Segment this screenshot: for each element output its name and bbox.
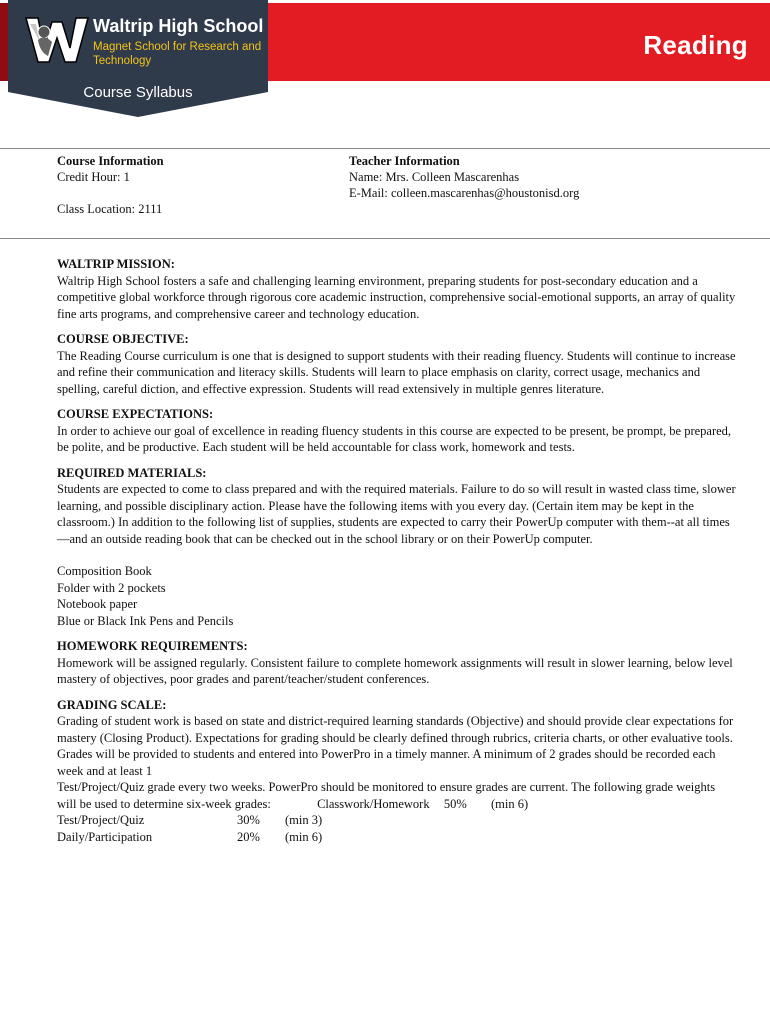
weight-pct: 50% — [443, 796, 467, 811]
homework-heading: HOMEWORK REQUIREMENTS: — [57, 639, 248, 653]
mission-section — [57, 256, 737, 322]
expectations-heading: COURSE EXPECTATIONS: — [57, 407, 214, 421]
objective-text: The Reading Course curriculum is one that is designed to support students with their reading fluency. Students will continue to increase and refine their communication and literacy skills. Students will learn to place emphasis on clarity, correct usage, mechanics and spelling, careful diction, and effective expression. Students will read extensively in multiple genres literature. — [57, 348, 736, 396]
mission-text: Waltrip High School fosters a safe and challenging learning environment, preparing students for post-secondary education and a competitive global workforce through rigorous core academic instruction, comprehensive social-emotional supports, an array of quality fine arts programs, and comprehensive career and technology education. — [57, 273, 736, 321]
materials-section — [57, 465, 737, 630]
course-syllabus-label: Course Syllabus — [83, 84, 193, 101]
materials-text: Students are expected to come to class prepared and with the required materials. Failure to do so will result in wasted class time, slower learning, and possible disciplinary action. Please have the following items with you every day. (Certain item may be kept in the classroom.) In addition to the following list of supplies, students are expected to carry their PowerUp computer with them--at all times—and an outside reading book that can be checked out in the school library or on their PowerUp computer. — [57, 482, 736, 546]
weight-name: Test/Project/Quiz — [57, 813, 145, 827]
grade-weight-row — [57, 829, 737, 846]
teacher-name: Name: Mrs. Colleen Mascarenhas — [349, 170, 520, 184]
homework-text: Homework will be assigned regularly. Consistent failure to complete homework assignments will result in slower learning, below level mastery of objectives, poor grades and parent/teacher/student conferences. — [57, 655, 733, 686]
course-info-heading: Course Information — [57, 154, 164, 168]
list-item: Folder with 2 pockets — [57, 580, 166, 595]
school-shield — [8, 0, 268, 117]
school-name: Waltrip High School — [93, 16, 264, 36]
mission-heading: WALTRIP MISSION: — [57, 257, 175, 271]
teacher-email[interactable]: E-Mail: colleen.mascarenhas@houstonisd.org — [349, 186, 580, 200]
credit-hour: Credit Hour: 1 — [57, 170, 130, 184]
page-title: Reading — [643, 30, 748, 60]
expectations-section — [57, 406, 737, 456]
objective-heading: COURSE OBJECTIVE: — [57, 332, 189, 346]
materials-heading: REQUIRED MATERIALS: — [57, 465, 207, 480]
weight-pct: 20% — [237, 829, 260, 844]
materials-list — [57, 563, 737, 629]
divider-bottom — [0, 238, 770, 239]
weight-name: Classwork/Homework — [317, 796, 430, 811]
course-info — [57, 153, 164, 217]
grade-weight-row — [57, 812, 737, 829]
list-item: Blue or Black Ink Pens and Pencils — [57, 613, 234, 628]
class-location: Class Location: 2111 — [57, 202, 163, 216]
weight-min: (min 6) — [491, 796, 529, 811]
grading-text-2 — [57, 779, 737, 812]
teacher-info-heading: Teacher Information — [349, 154, 460, 168]
teacher-info — [349, 153, 579, 201]
objective-section — [57, 331, 737, 397]
expectations-text: In order to achieve our goal of excellence in reading fluency students in this course are expected to be present, be prompt, be prepared, be polite, and be productive. Each student will be held accountable for class work, homework and tests. — [57, 423, 732, 454]
syllabus-content — [57, 256, 737, 854]
grading-section — [57, 697, 737, 846]
homework-section — [57, 638, 737, 688]
grading-text-1: Grading of student work is based on state and district-required learning standards (Objective) and should provide clear expectations for mastery (Closing Product). Expectations for grading should be clearly defined through rubrics, criteria charts, or other evaluative tools. Grades will be provided to students and entered into PowerPro in a timely manner. A minimum of 2 grades should be recorded each week and at least 1 — [57, 714, 734, 778]
grading-heading: GRADING SCALE: — [57, 697, 167, 712]
list-item: Composition Book — [57, 564, 152, 578]
weight-pct: 30% — [237, 813, 260, 827]
weight-min: (min 3) — [285, 813, 323, 827]
weight-min: (min 6) — [285, 829, 323, 844]
list-item: Notebook paper — [57, 597, 138, 611]
grading-text-2-body: Test/Project/Quiz grade every two weeks. PowerPro should be monitored to ensure grades are current. The following grade weights will be used to determine six-week grades: — [57, 780, 716, 811]
weight-name: Daily/Participation — [57, 829, 153, 844]
school-subtitle: Magnet School for Research and Technology — [93, 41, 262, 67]
divider-top — [0, 148, 770, 149]
school-logo-icon — [24, 12, 90, 68]
